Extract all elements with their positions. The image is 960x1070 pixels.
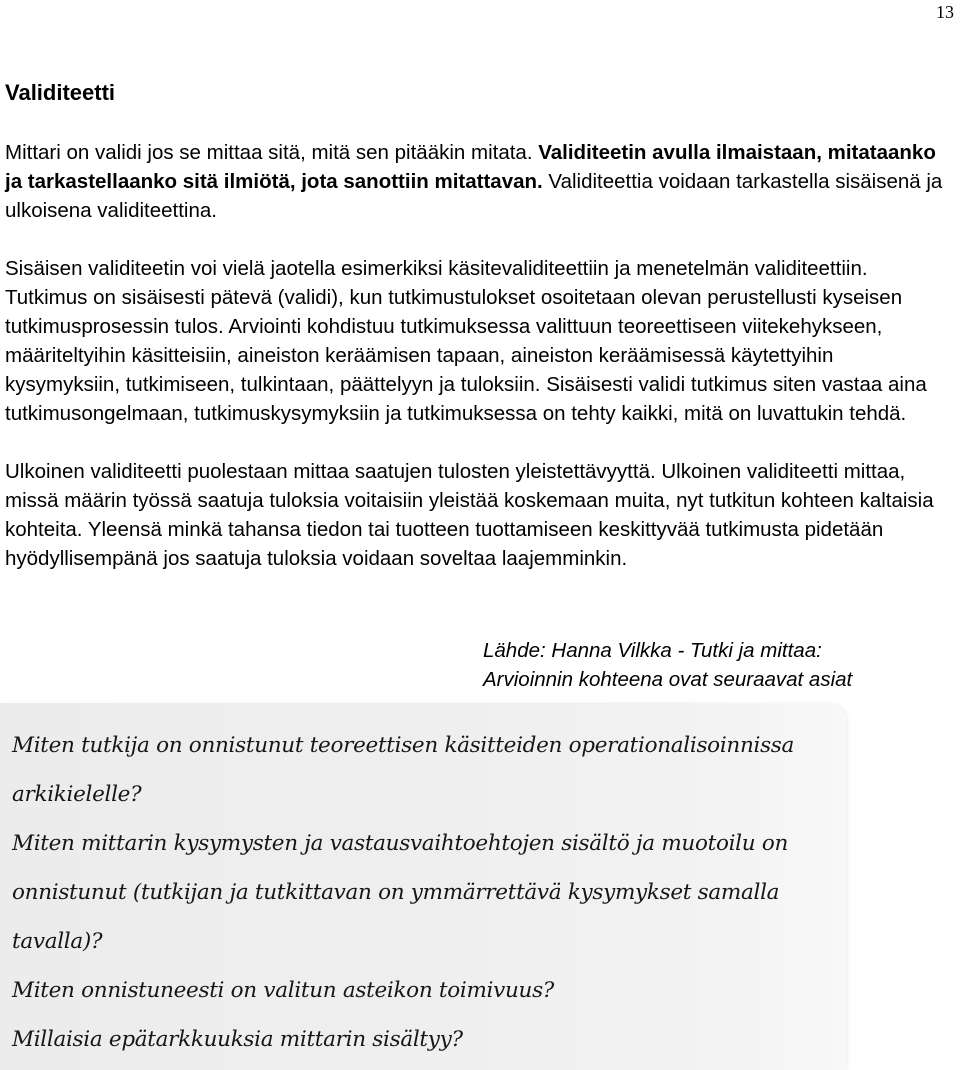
- source-citation: [483, 636, 852, 694]
- paragraph-text: Sisäisen validiteetin voi vielä jaotella esimerkiksi käsitevaliditeettiin ja menetelmän validiteettiin. Tutkimus on sisäisesti pätevä (validi), kun tutkimustulokset osoitetaan olevan perustellusti kyseisen tutkimusprosessin tulos. Arviointi kohdistuu tutkimuksessa valittuun teoreettiseen viitekehykseen, määriteltyihin käsitteisiin, aineiston keräämisen tapaan, aineiston keräämisessä käytettyihin kysymyksiin, tutkimiseen, tulkintaan, päättelyyn ja tuloksiin. Sisäisesti validi tutkimus siten vastaa aina tutkimusongelmaan, tutkimuskysymyksiin ja tutkimuksessa on tehty kaikki, mitä on luvattukin tehdä.: [5, 257, 927, 425]
- scanned-line: arkikielelle?: [12, 782, 142, 807]
- paragraph-definition: [5, 138, 953, 225]
- paragraph-text: Ulkoinen validiteetti puolestaan mittaa saatujen tulosten yleistettävyyttä. Ulkoinen validiteetti mittaa, missä määrin työssä saatuja tuloksia voitaisiin yleistää koskemaan muita, nyt tutkitun kohteen kaltaisia kohteita. Yleensä minkä tahansa tiedon tai tuotteen tuottamiseen keskittyvää tutkimusta pidetään hyödyllisempänä jos saatuja tuloksia voidaan soveltaa laajemminkin.: [5, 460, 934, 570]
- paragraph-internal-validity: [5, 254, 953, 428]
- scanned-line: Miten mittarin kysymysten ja vastausvaihtoehtojen sisältö ja muotoilu on: [12, 831, 789, 856]
- scanned-excerpt-text: [12, 721, 840, 1064]
- page-number: 13: [936, 2, 954, 22]
- paragraph-text: Validiteettia voidaan tarkastella sisäisenä ja ulkoisena validiteettina.: [5, 170, 943, 222]
- section-title: Validiteetti: [5, 80, 116, 105]
- scanned-line: Millaisia epätarkkuuksia mittarin sisältyy?: [12, 1027, 463, 1052]
- scanned-line: Miten tutkija on onnistunut teoreettisen käsitteiden operationalisoinnissa: [12, 733, 795, 758]
- paragraph-text: Mittari on validi jos se mittaa sitä, mitä sen pitääkin mitata.: [5, 141, 539, 164]
- scanned-excerpt-image: [0, 703, 846, 1070]
- main-content: [5, 78, 953, 602]
- scanned-line: tavalla)?: [12, 929, 103, 954]
- paragraph-external-validity: [5, 457, 953, 573]
- paragraph-text-bold: Validiteetin avulla ilmaistaan, mitataanko ja tarkastellaanko sitä ilmiötä, jota sanottiin mitattavan.: [5, 141, 936, 193]
- source-line: Arvioinnin kohteena ovat seuraavat asiat: [483, 668, 853, 691]
- source-line: Lähde: Hanna Vilkka - Tutki ja mittaa:: [483, 639, 822, 662]
- scanned-line: onnistunut (tutkijan ja tutkittavan on ymmärrettävä kysymykset samalla: [12, 880, 780, 905]
- scanned-line: Miten onnistuneesti on valitun asteikon toimivuus?: [12, 978, 555, 1003]
